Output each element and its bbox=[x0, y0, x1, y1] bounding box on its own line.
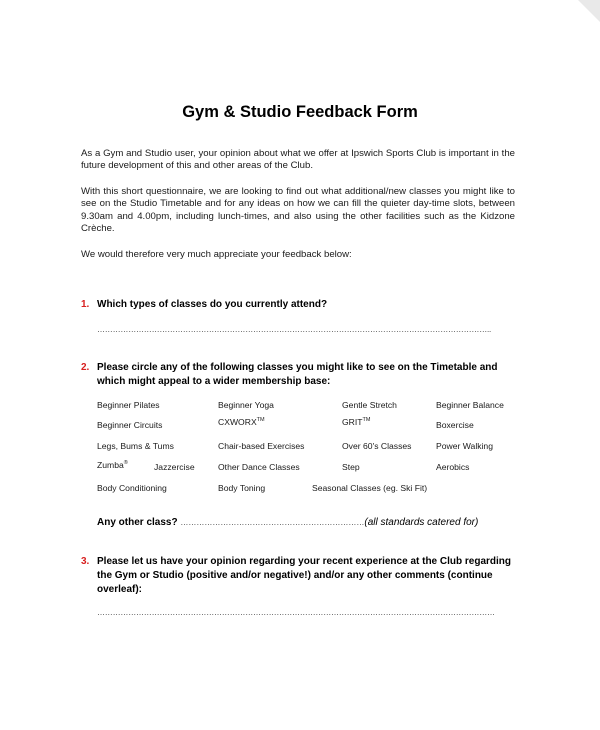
other-class-label: Any other class? bbox=[97, 517, 178, 528]
registered-mark: ® bbox=[123, 460, 128, 467]
class-option[interactable]: Beginner Circuits bbox=[97, 420, 163, 430]
class-option-grit[interactable] bbox=[342, 417, 370, 427]
question-1-answer-line[interactable]: …………………………………………………………………………………………………………………………………….. bbox=[97, 325, 492, 334]
question-1-text: Which types of classes do you currently attend? bbox=[97, 299, 328, 310]
class-option[interactable]: Jazzercise bbox=[154, 462, 195, 472]
other-class-answer-line[interactable]: …………………………………………………………… bbox=[180, 518, 365, 527]
trademark-mark: TM bbox=[362, 417, 371, 424]
question-3-number: 3. bbox=[81, 556, 90, 567]
form-title: Gym & Studio Feedback Form bbox=[182, 103, 418, 121]
question-3 bbox=[81, 555, 521, 597]
other-class-row bbox=[97, 517, 537, 528]
class-option[interactable]: Step bbox=[342, 462, 360, 472]
class-option[interactable]: Seasonal Classes (eg. Ski Fit) bbox=[312, 483, 428, 493]
class-option[interactable]: Chair-based Exercises bbox=[218, 441, 305, 451]
class-option-zumba[interactable] bbox=[97, 460, 128, 470]
question-2-text: Please circle any of the following classes you might like to see on the Timetable and which might appeal to a wider membership base: bbox=[97, 362, 498, 387]
trademark-mark: TM bbox=[256, 417, 265, 424]
class-label: GRIT bbox=[342, 417, 363, 427]
class-option[interactable]: Boxercise bbox=[436, 420, 474, 430]
other-class-note: (all standards catered for) bbox=[364, 517, 479, 528]
class-option[interactable]: Gentle Stretch bbox=[342, 400, 397, 410]
class-label: CXWORX bbox=[218, 417, 257, 427]
question-2 bbox=[81, 361, 521, 389]
class-option-cxworx[interactable] bbox=[218, 417, 265, 427]
class-option[interactable]: Beginner Yoga bbox=[218, 400, 274, 410]
question-2-number: 2. bbox=[81, 362, 90, 373]
class-option[interactable]: Power Walking bbox=[436, 441, 493, 451]
intro-paragraph-3: We would therefore very much appreciate your feedback below: bbox=[81, 249, 352, 260]
question-3-text: Please let us have your opinion regarding your recent experience at the Club regarding the Gym or Studio (positive and/or negative!) and/or any other comments (continue overleaf): bbox=[97, 556, 511, 595]
question-1 bbox=[81, 298, 521, 312]
class-option[interactable]: Beginner Balance bbox=[436, 400, 504, 410]
class-option[interactable]: Body Toning bbox=[218, 483, 266, 493]
class-option[interactable]: Aerobics bbox=[436, 462, 470, 472]
intro-paragraph-2: With this short questionnaire, we are looking to find out what additional/new classes you might like to see on the Studio Timetable and for any ideas on how we can fill the quieter day-time slots, between 9.30am and 4.00pm, including lunch-times, and also using the other facilities such as the Kidzone Crèche. bbox=[81, 186, 515, 234]
class-option[interactable]: Body Conditioning bbox=[97, 483, 167, 493]
class-label: Zumba bbox=[97, 460, 124, 470]
page-corner-fold bbox=[578, 0, 600, 22]
class-option[interactable]: Beginner Pilates bbox=[97, 400, 160, 410]
intro-paragraph-1: As a Gym and Studio user, your opinion about what we offer at Ipswich Sports Club is important in the future development of this and other areas of the Club. bbox=[81, 148, 515, 172]
class-option[interactable]: Over 60's Classes bbox=[342, 441, 412, 451]
class-option[interactable]: Legs, Bums & Tums bbox=[97, 441, 174, 451]
question-1-number: 1. bbox=[81, 299, 90, 310]
question-3-answer-line[interactable]: ……………………………………………………………………………………………………………………………………… bbox=[97, 608, 495, 617]
class-option[interactable]: Other Dance Classes bbox=[218, 462, 300, 472]
